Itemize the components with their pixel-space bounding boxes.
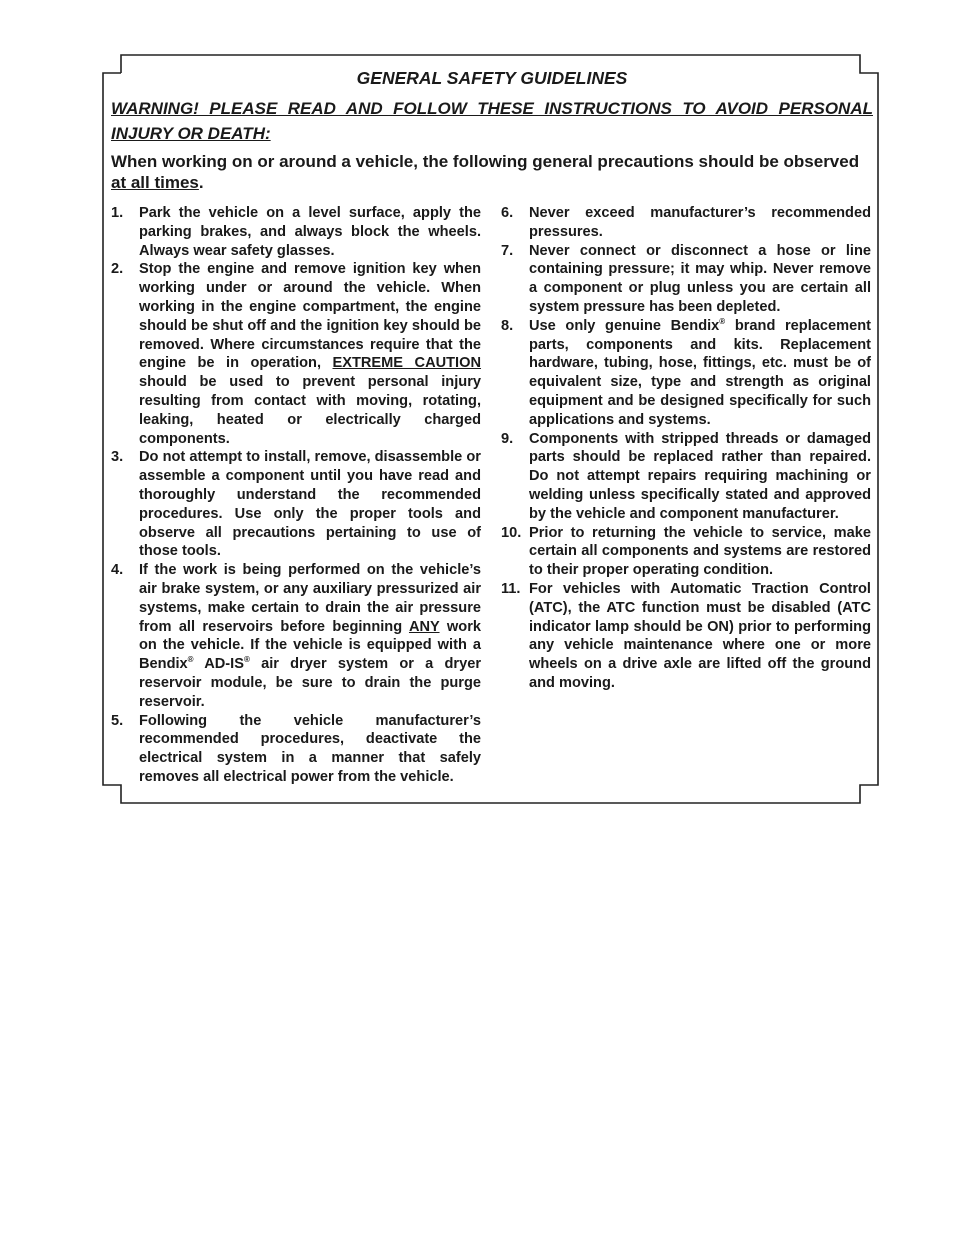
list-item-2: 2. Stop the engine and remove ignition key when working under or around the vehicle. When working in the engine compartment, the engine should be shut off and the ignition key should be removed. Where circumstances require that the engine be in operation, EXTREME CAUTION should be used to prevent personal injury resulting from contact with moving, rotating, leaking, heated or electrically charged components. [111, 261, 482, 447]
list-item-11: 11. For vehicles with Automatic Traction Control (ATC), the ATC function must be disabled (ATC indicator lamp should be ON) prior to performing any vehicle maintenance where one or more wheels on a drive axle are lifted off the ground and moving. [501, 580, 871, 691]
list-item-1: 1. Park the vehicle on a level surface, apply the parking brakes, and always block the wheels. Always wear safety glasses. [111, 205, 481, 259]
guidelines-list-left [111, 204, 481, 787]
list-item-5: 5. Following the vehicle manufacturer’s recommended procedures, deactivate the electrical system in a manner that safely removes all electrical power from the vehicle. [111, 712, 481, 785]
right-column [501, 204, 871, 693]
list-item-10: 10. Prior to returning the vehicle to service, make certain all components and systems are restored to their proper operating condition. [501, 524, 871, 579]
warning-text: WARNING! PLEASE READ AND FOLLOW THESE INSTRUCTIONS TO AVOID PERSONAL INJURY OR DEATH: [111, 99, 873, 143]
intro-text: When working on or around a vehicle, the following general precautions should be observed at all times. [111, 152, 860, 192]
list-item-3: 3. Do not attempt to install, remove, disassemble or assemble a component until you have read and thoroughly understand the recommended procedures. Use only the proper tools and observe all precautions pertaining to use of those tools. [111, 449, 481, 560]
page-title: GENERAL SAFETY GUIDELINES [356, 68, 628, 88]
safety-guidelines-box [111, 64, 873, 785]
list-item-7: 7. Never connect or disconnect a hose or line containing pressure; it may whip. Never remove a component or plug unless you are certain all system pressure has been depleted. [501, 242, 871, 315]
list-item-4: 4. If the work is being performed on the vehicle’s air brake system, or any auxiliary pressurized air systems, make certain to drain the air pressure from all reservoirs before beginning ANY work on the vehicle. If the vehicle is equipped with a Bendix® AD-IS® air dryer system or a dryer reservoir module, be sure to drain the purge reservoir. [111, 562, 482, 710]
list-item-8: 8. Use only genuine Bendix® brand replacement parts, components and kits. Replacement hardware, tubing, hose, fittings, etc. must be of equivalent size, type and strength as original equipment and be designed specifically for such applications and systems. [501, 316, 871, 428]
left-column [111, 204, 481, 787]
guidelines-list-right [501, 204, 871, 693]
list-item-6: 6. Never exceed manufacturer’s recommended pressures. [501, 205, 871, 240]
list-item-9: 9. Components with stripped threads or damaged parts should be replaced rather than repaired. Do not attempt repairs requiring machining or welding unless specifically stated and approved by the vehicle and component manufacturer. [501, 430, 871, 522]
